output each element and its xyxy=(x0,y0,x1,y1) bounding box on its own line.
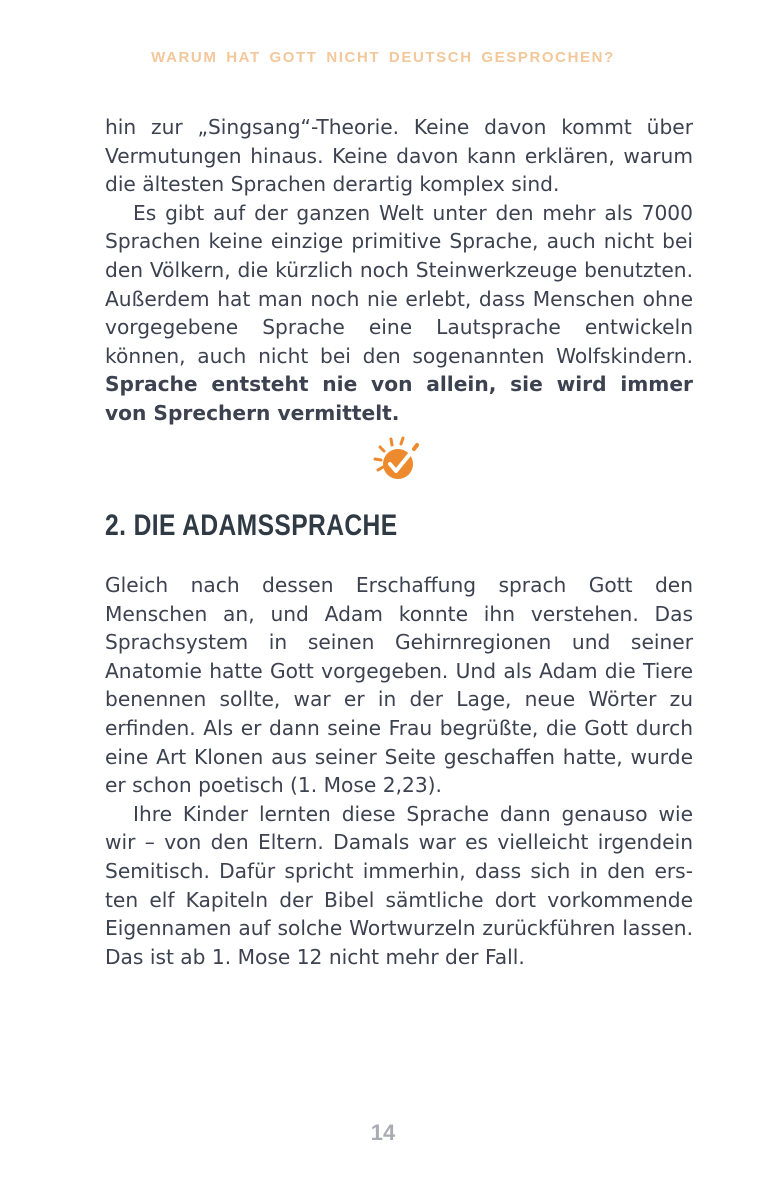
paragraph xyxy=(105,199,693,428)
section-adamssprache-text xyxy=(105,571,693,971)
running-header: WARUM HAT GOTT NICHT DEUTSCH GESPROCHEN? xyxy=(151,49,615,66)
paragraph: Gleich nach dessen Erschaffung sprach Gott den Menschen an, und Adam konnte ihn verstehen. Das Sprachsystem in seinen Gehirnregionen und seiner Anatomie hatte Gott vorgegeben. Und als Adam die Tiere benennen sollte, war er in der Lage, neue Wörter zu erfinden. Als er dann seine Frau begrüßte, die Gott durch eine Art Klonen aus seiner Seite geschaffen hatte, wurde er schon poetisch (1. Mose 2,23). xyxy=(105,573,693,798)
paragraph-text: Es gibt auf der ganzen Welt unter den mehr als 7000 Sprachen keine einzige primitive Sprache, auch nicht bei den Völkern, die kürzlich noch Steinwerkzeuge benutzten. Außerdem hat man noch nie erlebt, dass Menschen ohne vorgegebene Sprache eine Lautsprache entwickeln können, auch nicht bei den sogenannten Wolfskindern. xyxy=(105,200,693,368)
paragraph: Ihre Kinder lernten diese Sprache dann genauso wie wir – von den Eltern. Damals war es vielleicht irgendein Semitisch. Dafür spricht immerhin, dass sich in den ersten elf Kapiteln der Bibel sämtliche dort vorkommende Eigennamen auf solche Wortwurzeln zurückführen lassen. Das ist ab 1. Mose 12 nicht mehr der Fall. xyxy=(105,801,693,969)
paragraph: hin zur „Singsang“-Theorie. Keine davon kommt über Vermutungen hinaus. Keine davon kann erklären, warum die ältesten Sprachen derartig komplex sind. xyxy=(105,115,693,197)
sun-checkmark-icon xyxy=(370,434,422,486)
emphasis-text: Sprache entsteht nie von allein, sie wird immer von Sprechern vermittelt. xyxy=(105,372,693,425)
chapter-title: 2. DIE ADAMSSPRACHE xyxy=(105,509,398,542)
page-number: 14 xyxy=(370,1120,396,1145)
section-previous-text xyxy=(105,113,693,428)
